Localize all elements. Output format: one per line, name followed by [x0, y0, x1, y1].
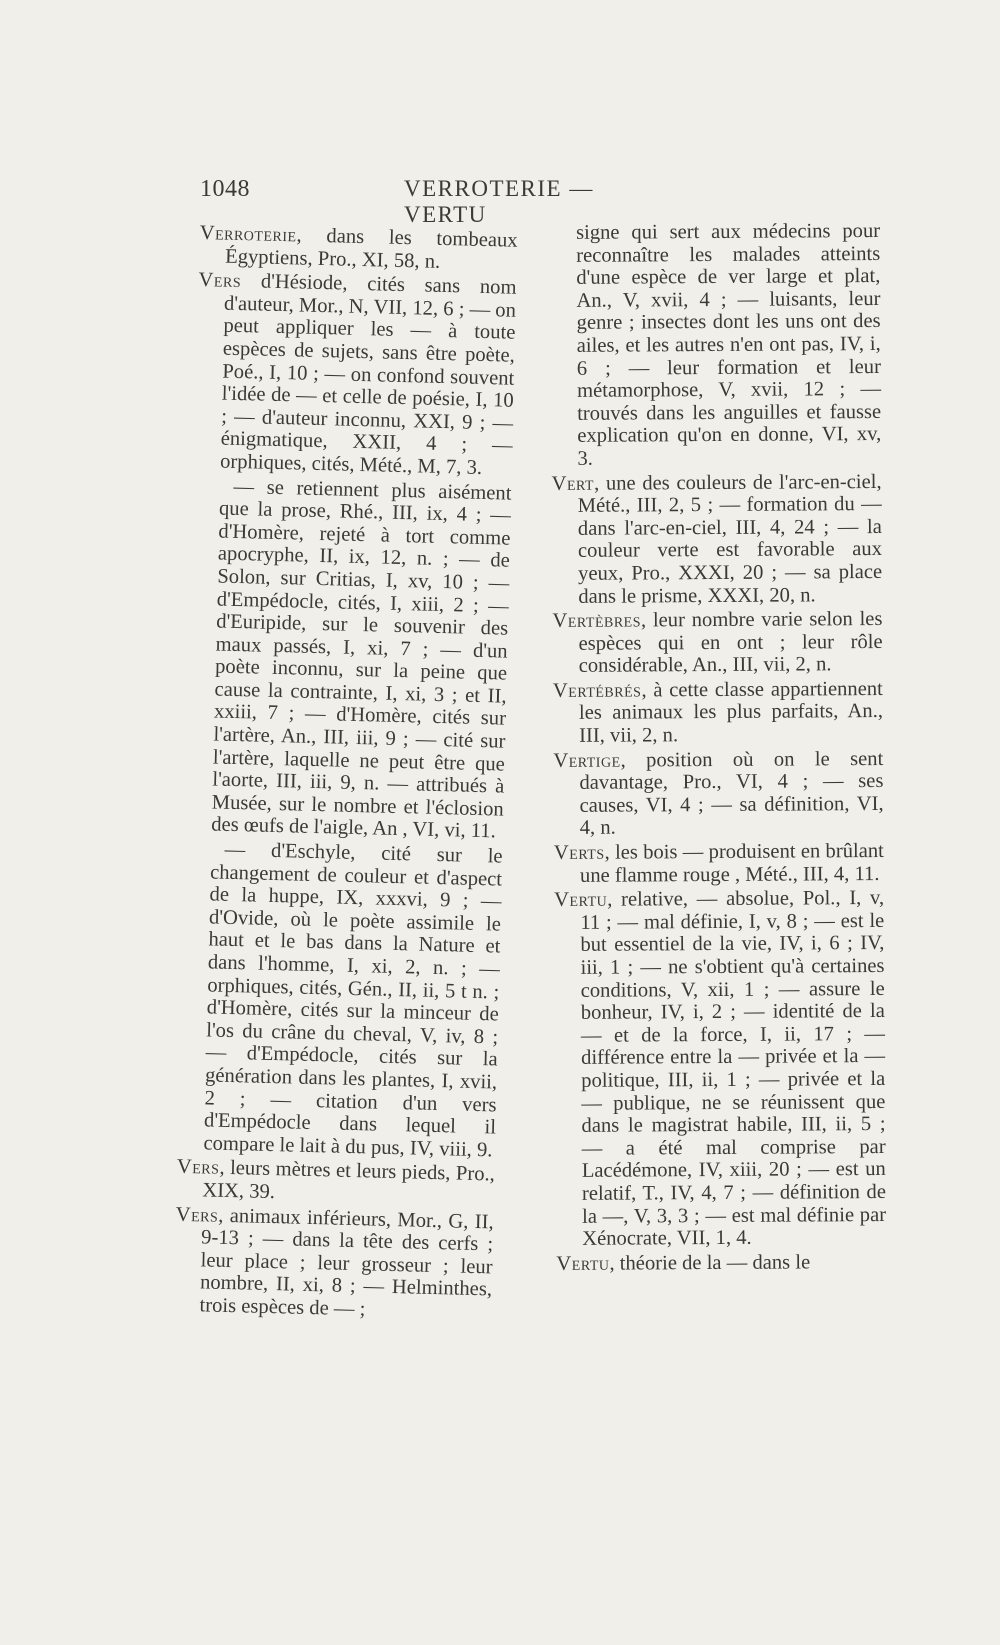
- index-entry: [194, 269, 517, 480]
- entry-text: , leurs mètres et leurs pieds, Pro., XIX, 39.: [202, 1157, 496, 1204]
- page-number: 1048: [200, 176, 250, 202]
- entry-text: signe qui sert aux médecins pour reconnaître les malades atteints d'une espèce de ver large et plat, An., V, xvii, 4 ; — luisants, leur genre ; insectes dont les uns ont des ailes, et les autres n'en ont pas, IV, i, 6 ; — leur formation et leur métamorphose, V, xvii, 12 ; — trouvés dans les anguilles et fausse explication qu'on en donne, VI, xv, 3.: [575, 219, 882, 470]
- entry-text: , leur nombre varie selon les espèces qui en ont ; leur rôle considérable, An., III, vii, 2, n.: [578, 608, 883, 678]
- index-entry: [556, 1251, 886, 1276]
- entry-headword: Verts: [553, 841, 605, 865]
- entry-text: , animaux inférieurs, Mor., G, II, 9-13 ; — dans la tête des cerfs ; leur place ; leur grosseur ; leur nombre, II, xi, 8 ; — Helminthes, trois espèces de — ;: [199, 1204, 494, 1321]
- entry-headword: Vers: [176, 1156, 220, 1180]
- running-head: [200, 176, 680, 227]
- entry-text: — d'Eschyle, cité sur le changement de couleur et d'aspect de la huppe, IX, xxxvi, 9 ; — d'Ovide, où le poète assimile le haut et le bas dans la Nature et dans l'homme, I, xi, 2, n. ; — orphiques, cités, Gén., II, ii, 5 t n. ; d'Homère, cités sur la minceur de l'os du crâne du cheval, V, iv, 8 ; — d'Empédocle, cités sur la génération dans les plantes, I, xvii, 2 ; — citation d'un vers d'Empédocle dans lequel il compare le lait à du pus, IV, viii, 9.: [203, 838, 503, 1162]
- index-entry: [554, 840, 884, 887]
- entry-text: d'Hésiode, cités sans nom d'auteur, Mor., N, VII, 12, 6 ; — on peut appliquer les — à toute espèces de sujets, sans être poète, Poé., I, 10 ; — on confond souvent l'idée de — et celle de poésie, I, 10 ; — d'auteur inconnu, XXI, 9 ; — énigmatique, XXII, 4 ; — orphiques, cités, Mété., M, 7, 3.: [219, 270, 517, 479]
- index-entry-continuation: [550, 220, 882, 471]
- index-entry-continuation: [185, 474, 512, 843]
- right-column: [550, 220, 886, 1277]
- entry-headword: Vertige: [553, 749, 621, 772]
- entry-text: , une des couleurs de l'arc-en-ciel, Mété., III, 2, 5 ; — formation du — dans l'arc-en-ciel, III, 4, 24 ; — la couleur verte est favorable aux yeux, Pro., XXXI, 20 ; — sa place dans le prisme, XXXI, 20, n.: [577, 470, 883, 608]
- entry-text: , les bois — produisent en brûlant une flamme rouge , Mété., III, 4, 11.: [579, 840, 884, 887]
- entry-headword: Vers: [198, 269, 242, 293]
- index-entry: [199, 222, 518, 275]
- entry-headword: Vertèbres: [552, 609, 642, 633]
- index-entry: [553, 748, 884, 840]
- left-column: [173, 222, 518, 1326]
- index-entry: [176, 1156, 495, 1209]
- entry-headword: Vertébrés: [552, 679, 642, 702]
- entry-headword: Vers: [175, 1203, 219, 1227]
- index-entry: [554, 887, 886, 1251]
- index-entry: [553, 678, 883, 748]
- entry-text: , dans les tombeaux Égyptiens, Pro., XI, 58, n.: [224, 224, 518, 273]
- entry-headword: Vertu: [556, 1252, 610, 1275]
- index-entry: [552, 471, 883, 609]
- header-title: VERROTERIE — VERTU: [404, 176, 594, 227]
- entry-text: , position où on le sent davantage, Pro., VI, 4 ; — ses causes, VI, 4 ; — sa définition, VI, 4, n.: [579, 747, 884, 840]
- entry-text: , à cette classe appartiennent les animaux les plus parfaits, An., III, vii, 2, n.: [578, 677, 884, 747]
- index-entry: [552, 608, 882, 678]
- entry-headword: Verroterie: [199, 222, 297, 247]
- entry-text: , relative, — absolue, Pol., I, v, 11 ; — mal définie, I, v, 8 ; — est le but essentiel de la vie, IV, i, 6 ; IV, iii, 1 ; — ne s'obtient qu'à certaines conditions, V, xii, 1 ; — assure le bonheur, IV, i, 2 ; — identité de la — et de la force, I, ii, 17 ; — différence entre la — privée et la — politique, III, ii, 1 ; — privée et la — publique, ne se réunissent que dans le magistrat habile, III, ii, 5 ; — a été mal comprise par Lacédémone, IV, xiii, 20 ; — est un relatif, T., IV, 4, 7 ; — définition de la —, V, 3, 3 ; — est mal définie par Xénocrate, VII, 1, 4.: [580, 887, 887, 1250]
- index-entry-continuation: [177, 838, 503, 1162]
- entry-headword: Vertu: [554, 888, 608, 912]
- entry-text: , théorie de la — dans le: [609, 1251, 811, 1275]
- entry-headword: Vert: [551, 472, 595, 495]
- entry-text: — se retiennent plus aisément que la prose, Rhé., III, ix, 4 ; — d'Homère, rejeté à tort comme apocryphe, II, ix, 12, n. ; — de Solon, sur Critias, I, xv, 10 ; — d'Empédocle, cités, I, xiii, 2 ; — d'Euripide, sur le souvenir des maux passés, I, xi, 7 ; — d'un poète inconnu, sur la peine que cause la contrainte, I, xi, 3 ; et II, xxiii, 7 ; — d'Homère, cités sur l'artère, An., III, iii, 9 ; — cité sur l'artère, laquelle ne peut être que l'aorte, III, iii, 9, n. — attribués à Musée, sur le nombre et l'éclosion des œufs de l'aigle, An , VI, vi, 11.: [211, 475, 512, 843]
- index-entry: [173, 1203, 494, 1324]
